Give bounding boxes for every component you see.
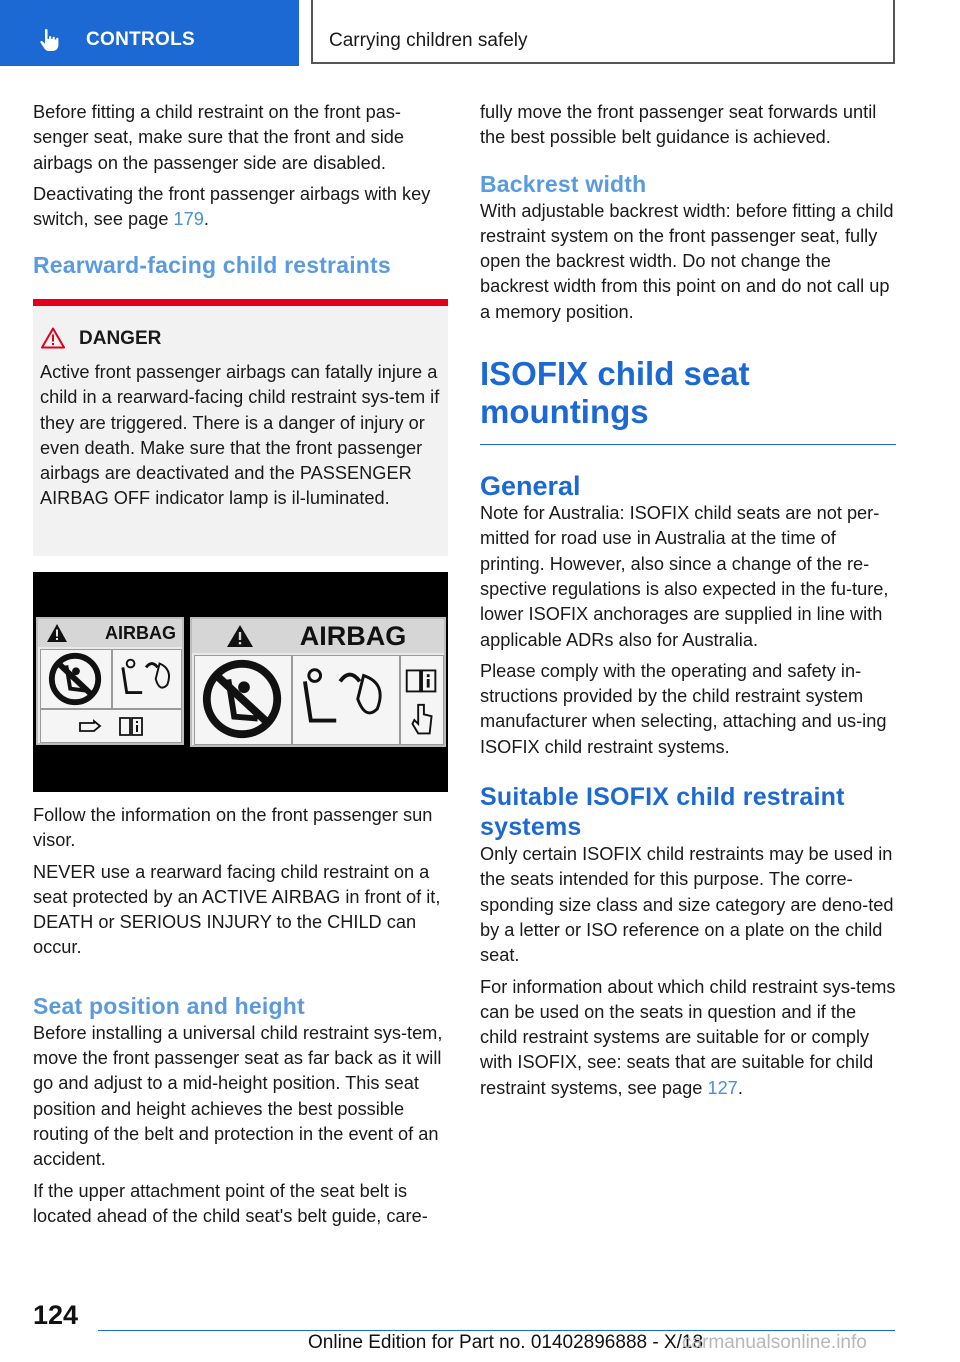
danger-title: DANGER [79, 328, 162, 349]
chapter-title: Carrying children safely [329, 30, 528, 51]
heading-suitable-isofix: Suitable ISOFIX child restraint systems [480, 783, 845, 842]
key-switch-text: Deactivating the front passenger airbags with key switch, see page [33, 183, 431, 230]
paragraph-backrest-width: With adjustable backrest width: before fitting a child restraint system on the front passenger seat, fully open the backrest width. Do not change the backrest width from this point on and do not call up a memory position. [480, 200, 894, 322]
paragraph-upper-attachment: If the upper attachment point of the seat belt is located ahead of the child seat's belt guide, care- [33, 1180, 428, 1226]
isofix-heading-rule [480, 444, 896, 445]
manual-and-finger-icon [401, 656, 443, 744]
page-link-127[interactable]: 127 [707, 1077, 738, 1098]
paragraph-comply-instructions: Please comply with the operating and safety in-structions provided by the child restraint system manufacturer when selecting, attaching and us-ing ISOFIX child restraint systems. [480, 660, 887, 757]
no-childseat-icon [41, 650, 111, 708]
chapter-title-box [311, 0, 895, 64]
danger-text: Active front passenger airbags can fatally injure a child in a rearward-facing child restraint sys-tem if they are triggered. There is a danger of injury or even death. Make sure that the front passenger airbags are deactivated and the PASSENGER AIRBAG OFF indicator lamp is il-luminated. [40, 362, 440, 509]
manual-book-icon [118, 715, 144, 737]
sticker-small-info-cell [40, 709, 182, 743]
airbag-sticker-photo [33, 572, 448, 792]
section-tab [0, 0, 299, 66]
sticker-warning-triangle-large-icon [226, 624, 254, 648]
key-switch-period: . [203, 209, 209, 230]
airbag-sticker-large [190, 617, 446, 747]
paragraph-airbags-disabled: Before fitting a child restraint on the front pas-senger seat, make sure that the front and side airbags on the passenger side are disabled. [33, 102, 405, 173]
danger-warning-box [33, 299, 448, 556]
watermark-text: carmanualsonline.info [682, 1332, 867, 1353]
warning-triangle-icon [41, 327, 65, 349]
sticker-large-label: AIRBAG [299, 620, 407, 651]
section-label: CONTROLS [86, 29, 196, 50]
pointing-finger-icon [78, 719, 104, 733]
paragraph-certain-isofix: Only certain ISOFIX child restraints may be used in the seats intended for this purpose. The corre-sponding size class and size category are deno-ted by a letter or ISO reference on a plate on the child seat. [480, 844, 894, 966]
page-number: 124 [33, 1300, 79, 1330]
sticker-small-label: AIRBAG [105, 622, 176, 643]
paragraph-seat-position: Before installing a universal child restraint sys-tem, move the front passenger seat as far back as it will go and adjust to a mid-height position. This seat position and height achieves the best possible routing of the belt and protection in the event of an accident. [33, 1022, 443, 1170]
sticker-large-header [192, 619, 444, 653]
sticker-large-info-cell [400, 655, 444, 745]
heading-general: General [480, 471, 581, 502]
pointing-hand-icon [38, 28, 64, 52]
airbag-deploy-large-icon [293, 656, 399, 744]
right-column [480, 100, 896, 1107]
sticker-small-header [38, 619, 182, 647]
sticker-small-airbag-cell [112, 649, 182, 709]
heading-seat-position: Seat position and height [33, 992, 305, 1019]
airbag-deploy-icon [113, 650, 181, 708]
sticker-warning-triangle-icon [46, 623, 68, 643]
paragraph-australia-note: Note for Australia: ISOFIX child seats are not per-mitted for road use in Australia at the time of printing. However, also since a change of the re-spective regulations is also expected in the fu-ture, lower ISOFIX anchorages are supplied in line with applicable ADRs also for Australia. [480, 503, 889, 650]
heading-rearward-facing: Rearward-facing child restraints [33, 252, 391, 279]
heading-isofix-line2: mountings [480, 393, 649, 431]
sticker-large-airbag-cell [292, 655, 400, 745]
heading-isofix-mountings [480, 355, 896, 431]
page-link-179[interactable]: 179 [173, 209, 204, 230]
left-column-bottom [33, 803, 449, 1235]
paragraph-move-seat-forwards: fully move the front passenger seat forwards until the best possible belt guidance is achieved. [480, 102, 877, 148]
information-seats-period: . [737, 1077, 743, 1098]
no-childseat-large-icon [195, 656, 291, 744]
airbag-sticker-small [36, 617, 184, 745]
edition-text: Online Edition for Part no. 01402896888 - X/18 [308, 1332, 704, 1353]
footer-rule [98, 1330, 895, 1331]
heading-backrest-width: Backrest width [480, 170, 647, 197]
paragraph-sun-visor: Follow the information on the front passenger sun visor. [33, 805, 433, 851]
paragraph-never-use: NEVER use a rearward facing child restraint on a seat protected by an ACTIVE AIRBAG in front of it, DEATH or SERIOUS INJURY to the CHILD can occur. [33, 861, 441, 958]
left-column-top [33, 100, 449, 280]
danger-red-bar [33, 299, 448, 306]
information-seats-text: For information about which child restraint sys-tems can be used on the seats in question and if the child restraint systems are suitable for or comply with ISOFIX, see: seats that are suitable for child restraint systems, see page [480, 976, 896, 1098]
paragraph-information-seats [480, 975, 896, 1101]
sticker-large-no-childseat-cell [194, 655, 292, 745]
paragraph-key-switch [33, 182, 449, 233]
heading-isofix-line1: ISOFIX child seat [480, 355, 750, 393]
sticker-small-no-childseat-cell [40, 649, 112, 709]
